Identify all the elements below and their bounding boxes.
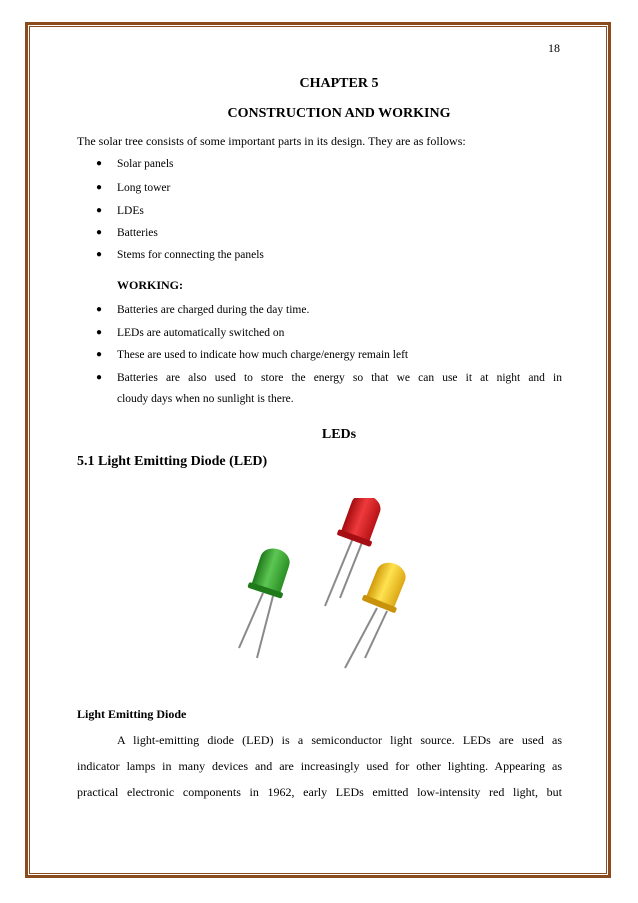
bullet-icon: ● xyxy=(96,372,103,383)
bullet-icon: ● xyxy=(96,249,103,260)
led-illustration xyxy=(225,498,425,678)
leds-heading: LEDs xyxy=(321,427,357,442)
paragraph-line: practical electronic components in 1962, early LEDs emitted low-intensity red light, but xyxy=(77,785,562,799)
list-item-text: These are used to indicate how much charge/energy remain left xyxy=(117,349,409,361)
paragraph-line: indicator lamps in many devices and are increasingly used for other lighting. Appearing as xyxy=(77,759,562,773)
bullet-icon: ● xyxy=(96,182,103,193)
green-led xyxy=(239,544,296,658)
list-item-text: Long tower xyxy=(117,182,171,194)
figure-caption: Light Emitting Diode xyxy=(77,707,187,721)
list-item-text: Stems for connecting the panels xyxy=(117,249,264,261)
list-item-text: Solar panels xyxy=(117,158,174,170)
bullet-icon: ● xyxy=(96,304,103,315)
list-item-text: Batteries are also used to store the energy so that we can use it at night and in xyxy=(117,372,562,384)
intro-text: The solar tree consists of some important parts in its design. They are as follows: xyxy=(77,134,466,148)
bullet-icon: ● xyxy=(96,158,103,169)
list-item-text: Batteries xyxy=(117,227,158,239)
list-item-text: LDEs xyxy=(117,205,144,217)
working-heading: WORKING: xyxy=(117,278,183,292)
list-item-text: Batteries are charged during the day time. xyxy=(117,304,310,316)
bullet-icon: ● xyxy=(96,205,103,216)
bullet-icon: ● xyxy=(96,349,103,360)
bullet-icon: ● xyxy=(96,227,103,238)
subsection-heading: 5.1 Light Emitting Diode (LED) xyxy=(77,454,268,469)
list-item-text: LEDs are automatically switched on xyxy=(117,327,285,339)
list-item-continuation: cloudy days when no sunlight is there. xyxy=(117,393,294,405)
section-title: CONSTRUCTION AND WORKING xyxy=(227,106,451,121)
yellow-led xyxy=(345,557,412,668)
chapter-title: CHAPTER 5 xyxy=(299,76,379,91)
page-number: 18 xyxy=(548,41,560,55)
paragraph-line: A light-emitting diode (LED) is a semiconductor light source. LEDs are used as xyxy=(117,733,562,747)
bullet-icon: ● xyxy=(96,327,103,338)
